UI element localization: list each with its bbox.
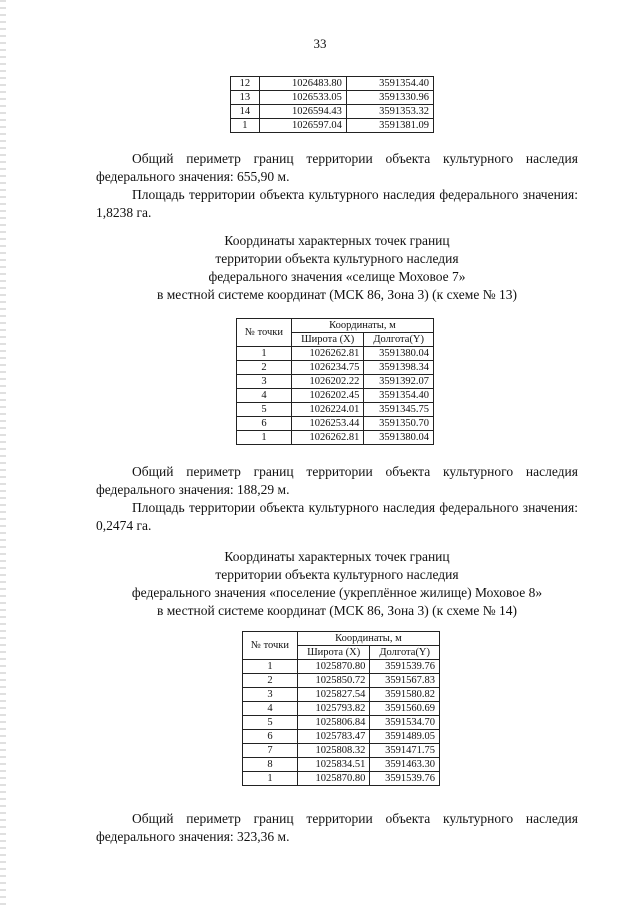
point-number-cell: 1 (237, 431, 292, 445)
latitude-cell: 1025806.84 (297, 716, 370, 730)
table-row (237, 389, 434, 403)
heading-line: в местной системе координат (МСК 86, Зона 3) (к схеме № 13) (157, 287, 517, 302)
section-heading-moxovoe-8 (96, 548, 578, 620)
table-row (243, 772, 440, 786)
table-row (231, 91, 434, 105)
table-row (237, 431, 434, 445)
table-row (237, 417, 434, 431)
latitude-cell: 1025808.32 (297, 744, 370, 758)
coordinates-table-moxovoe-8 (242, 631, 440, 786)
table-row (231, 105, 434, 119)
longitude-cell: 3591354.40 (364, 389, 434, 403)
longitude-cell: 3591463.30 (370, 758, 440, 772)
table-row (231, 77, 434, 91)
table-row (237, 375, 434, 389)
point-number-cell: 6 (237, 417, 292, 431)
longitude-cell: 3591534.70 (370, 716, 440, 730)
longitude-cell: 3591345.75 (364, 403, 434, 417)
table-row (243, 688, 440, 702)
point-number-cell: 2 (243, 674, 298, 688)
longitude-cell: 3591392.07 (364, 375, 434, 389)
point-number-cell: 4 (237, 389, 292, 403)
table-row (231, 119, 434, 133)
table-body (237, 347, 434, 445)
scan-edge (0, 0, 6, 905)
point-number-cell: 13 (231, 91, 260, 105)
point-number-cell: 1 (237, 347, 292, 361)
point-number-cell: 14 (231, 105, 260, 119)
heading-line: в местной системе координат (МСК 86, Зона 3) (к схеме № 14) (157, 603, 517, 618)
latitude-cell: 1025850.72 (297, 674, 370, 688)
latitude-cell: 1025793.82 (297, 702, 370, 716)
heading-line: федерального значения «селище Моховое 7» (208, 269, 466, 284)
table-row (243, 730, 440, 744)
header-coordinates: Координаты, м (297, 632, 439, 646)
latitude-cell: 1026253.44 (291, 417, 364, 431)
table-body (231, 77, 434, 133)
point-number-cell: 3 (243, 688, 298, 702)
header-point-number: № точки (243, 632, 298, 660)
longitude-cell: 3591330.96 (346, 91, 433, 105)
longitude-cell: 3591380.04 (364, 431, 434, 445)
latitude-cell: 1025834.51 (297, 758, 370, 772)
heading-line: территории объекта культурного наследия (215, 567, 459, 582)
header-longitude: Долгота(Y) (370, 646, 440, 660)
longitude-cell: 3591567.83 (370, 674, 440, 688)
longitude-cell: 3591489.05 (370, 730, 440, 744)
table-row (243, 716, 440, 730)
table-row (237, 403, 434, 417)
table-row (243, 660, 440, 674)
latitude-cell: 1026262.81 (291, 347, 364, 361)
table-row (243, 702, 440, 716)
longitude-cell: 3591350.70 (364, 417, 434, 431)
point-number-cell: 8 (243, 758, 298, 772)
latitude-cell: 1026202.22 (291, 375, 364, 389)
latitude-cell: 1026262.81 (291, 431, 364, 445)
longitude-cell: 3591354.40 (346, 77, 433, 91)
point-number-cell: 5 (243, 716, 298, 730)
point-number-cell: 1 (243, 772, 298, 786)
table-row (237, 361, 434, 375)
header-latitude: Широта (X) (291, 333, 364, 347)
page-number: 33 (313, 36, 327, 51)
point-number-cell: 1 (243, 660, 298, 674)
longitude-cell: 3591539.76 (370, 772, 440, 786)
table-row (243, 758, 440, 772)
table-body (243, 660, 440, 786)
latitude-cell: 1026483.80 (259, 77, 346, 91)
header-latitude: Широта (X) (297, 646, 370, 660)
longitude-cell: 3591381.09 (346, 119, 433, 133)
point-number-cell: 2 (237, 361, 292, 375)
point-number-cell: 4 (243, 702, 298, 716)
latitude-cell: 1025870.80 (297, 772, 370, 786)
heading-line: Координаты характерных точек границ (224, 549, 450, 564)
latitude-cell: 1025783.47 (297, 730, 370, 744)
point-number-cell: 1 (231, 119, 260, 133)
heading-line: Координаты характерных точек границ (224, 233, 450, 248)
longitude-cell: 3591471.75 (370, 744, 440, 758)
coordinates-table-continued (230, 76, 434, 133)
longitude-cell: 3591580.82 (370, 688, 440, 702)
latitude-cell: 1026533.05 (259, 91, 346, 105)
latitude-cell: 1026224.01 (291, 403, 364, 417)
point-number-cell: 6 (243, 730, 298, 744)
longitude-cell: 3591539.76 (370, 660, 440, 674)
perimeter-text-2: Общий периметр границ территории объекта культурного наследия федерального значения: 188,29 м. (96, 464, 578, 497)
point-number-cell: 7 (243, 744, 298, 758)
longitude-cell: 3591353.32 (346, 105, 433, 119)
header-point-number: № точки (237, 319, 292, 347)
table-row (237, 347, 434, 361)
area-text-2: Площадь территории объекта культурного наследия федерального значения: 0,2474 га. (96, 500, 578, 533)
area-text-1: Площадь территории объекта культурного наследия федерального значения: 1,8238 га. (96, 187, 578, 220)
longitude-cell: 3591398.34 (364, 361, 434, 375)
table-row (243, 744, 440, 758)
latitude-cell: 1026202.45 (291, 389, 364, 403)
perimeter-text-3: Общий периметр границ территории объекта культурного наследия федерального значения: 323,36 м. (96, 811, 578, 844)
perimeter-text-1: Общий периметр границ территории объекта культурного наследия федерального значения: 655,90 м. (96, 151, 578, 184)
point-number-cell: 12 (231, 77, 260, 91)
table-row (243, 674, 440, 688)
longitude-cell: 3591560.69 (370, 702, 440, 716)
section-heading-moxovoe-7 (96, 232, 578, 304)
latitude-cell: 1026234.75 (291, 361, 364, 375)
heading-line: федерального значения «поселение (укреплённое жилище) Моховое 8» (131, 585, 543, 600)
point-number-cell: 3 (237, 375, 292, 389)
latitude-cell: 1026597.04 (259, 119, 346, 133)
latitude-cell: 1026594.43 (259, 105, 346, 119)
point-number-cell: 5 (237, 403, 292, 417)
longitude-cell: 3591380.04 (364, 347, 434, 361)
header-longitude: Долгота(Y) (364, 333, 434, 347)
heading-line: территории объекта культурного наследия (215, 251, 459, 266)
latitude-cell: 1025827.54 (297, 688, 370, 702)
latitude-cell: 1025870.80 (297, 660, 370, 674)
header-coordinates: Координаты, м (291, 319, 433, 333)
coordinates-table-moxovoe-7 (236, 318, 434, 445)
